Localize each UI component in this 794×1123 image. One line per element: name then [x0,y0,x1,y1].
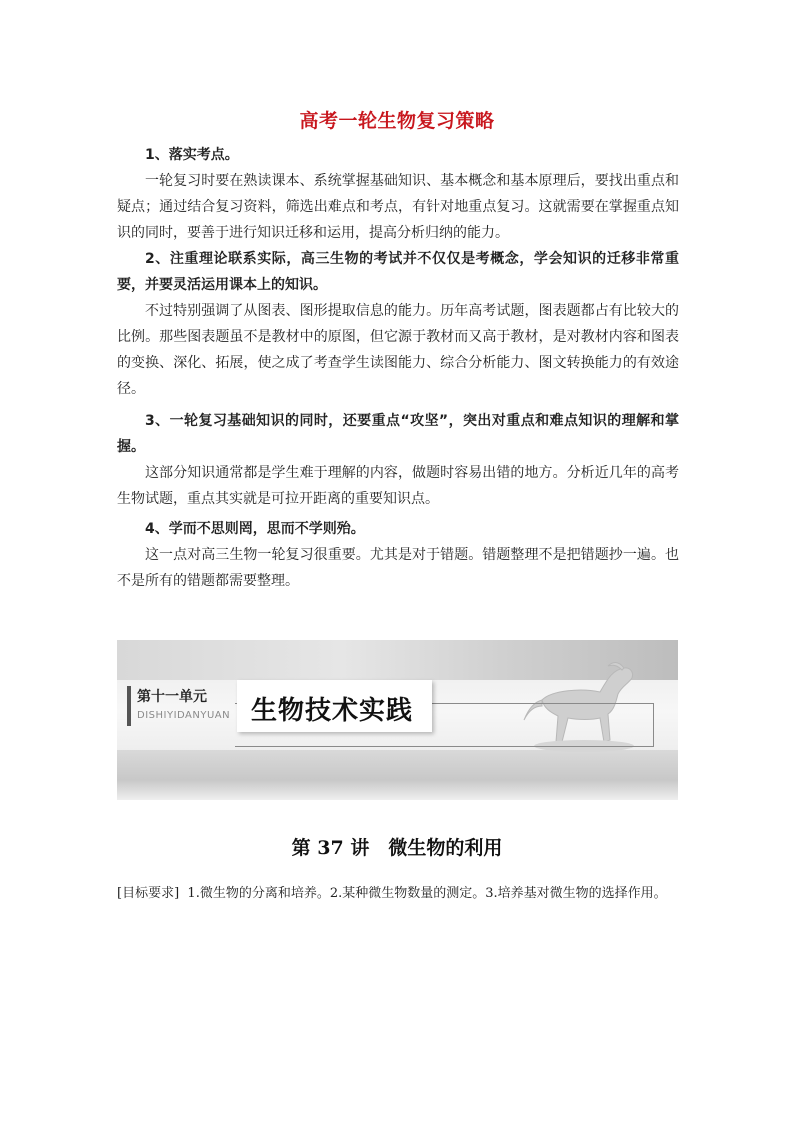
goal-text: 1.微生物的分离和培养。2.某种微生物数量的测定。3.培养基对微生物的选择作用。 [187,886,667,901]
section-3-body: 这部分知识通常都是学生难于理解的内容，做题时容易出错的地方。分析近几年的高考生物试题，重点其实就是可拉开距离的重要知识点。 [117,465,679,507]
unit-title-box [237,680,432,732]
document-title: 高考一轮生物复习策略 [299,110,495,132]
unit-label-group [127,686,231,746]
section-3-heading: 3、一轮复习基础知识的同时，还要重点“攻坚”，突出对重点和难点知识的理解和掌握。 [117,413,679,455]
unit-accent-bar [127,686,131,726]
section-4-body: 这一点对高三生物一轮复习很重要。尤其是对于错题。错题整理不是把错题抄一遍。也不是所有的错题都需要整理。 [117,547,679,589]
lecture-title: 第 37 讲 微生物的利用 [291,837,503,859]
section-2-body: 不过特别强调了从图表、图形提取信息的能力。历年高考试题，图表题都占有比较大的比例。那些图表题虽不是教材中的原图，但它源于教材而又高于教材，是对教材内容和图表的变换、深化、拓展，使之成了考查学生读图能力、综合分析能力、图文转换能力的有效途径。 [117,303,679,397]
goal-requirements [117,881,679,906]
unit-title: 生物技术实践 [251,696,414,726]
section-1-heading: 1、落实考点。 [145,147,239,163]
goal-label: [目标要求] [117,886,180,901]
unit-banner [117,640,678,800]
unit-number: 第十一单元 [137,689,207,705]
section-2-heading: 2、注重理论联系实际，高三生物的考试并不仅仅是考概念，学会知识的迁移非常重要，并要灵活运用课本上的知识。 [117,251,679,293]
section-4-heading: 4、学而不思则罔，思而不学则殆。 [145,521,365,537]
section-1-body: 一轮复习时要在熟读课本、系统掌握基础知识、基本概念和基本原理后，要找出重点和疑点；通过结合复习资料，筛选出难点和考点，有针对地重点复习。这就需要在掌握重点知识的同时，要善于进行知识迁移和运用，提高分析归纳的能力。 [117,173,679,241]
unit-pinyin: DISHIYIDANYUAN [137,710,231,721]
